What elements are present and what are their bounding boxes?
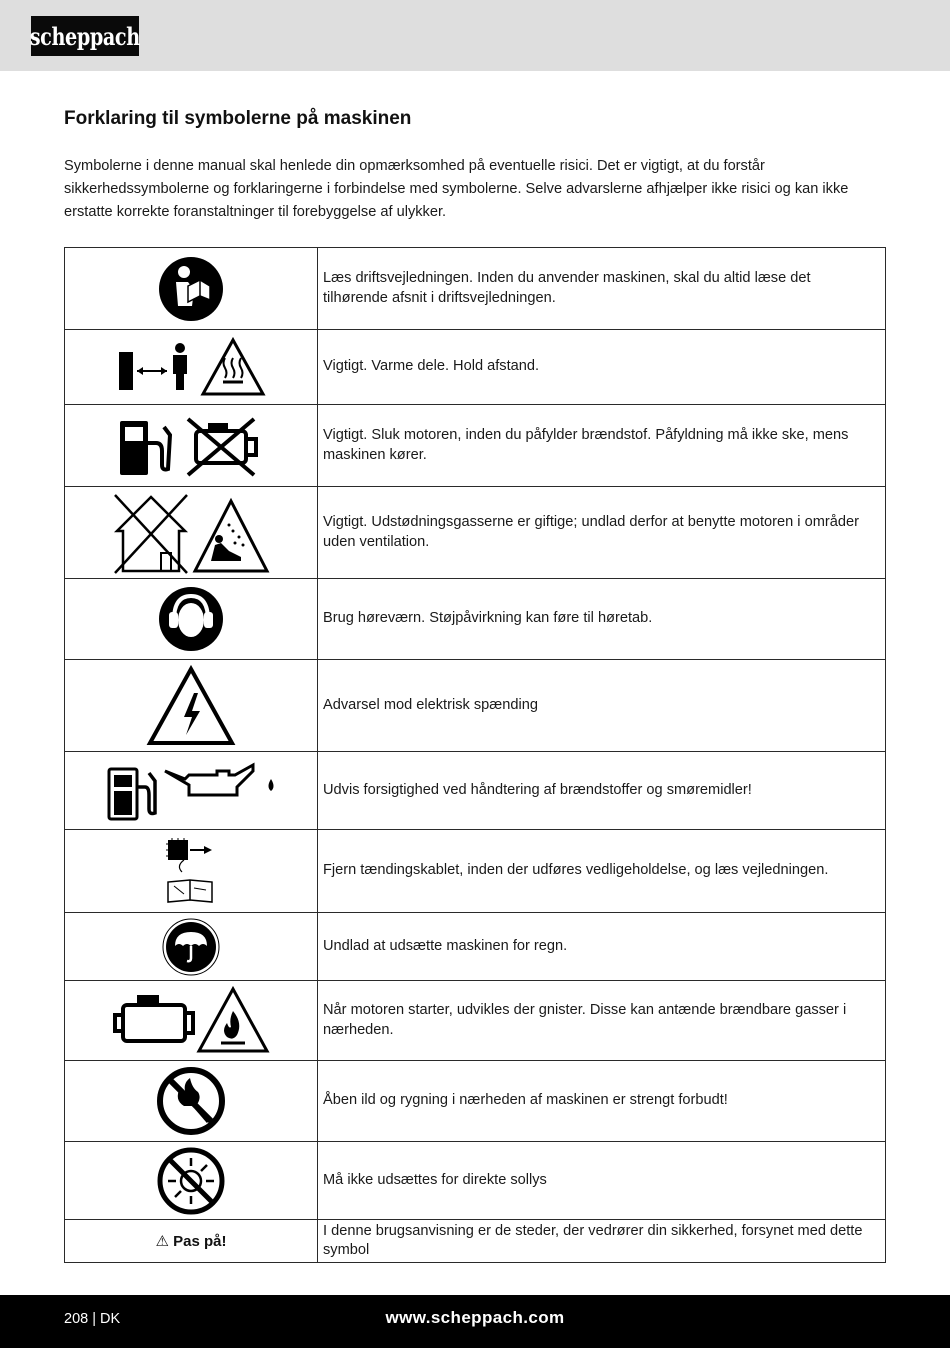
symbol-cell (65, 981, 318, 1061)
toxic-exhaust-icon (111, 491, 271, 575)
spark-plug-manual-icon (164, 836, 218, 906)
symbol-description: Brug høreværn. Støjpåvirkning kan føre til høretab. (318, 579, 886, 660)
no-sunlight-icon (156, 1146, 226, 1216)
scheppach-logo (31, 16, 139, 56)
symbol-description: Advarsel mod elektrisk spænding (318, 660, 886, 752)
intro-paragraph: Symbolerne i denne manual skal henlede din opmærksomhed på eventuelle risici. Det er vigtigt, at du forstår sikkerhedssymbolerne og forklaringerne i forbindelse med symbolerne. Selve advarslerne afhjælper ikke risici og kan ikke erstatte korrekte foranstaltninger til forebyggelse af ulykker. (64, 158, 849, 220)
symbol-cell (65, 660, 318, 752)
symbol-description: Vigtigt. Varme dele. Hold afstand. (318, 330, 886, 405)
symbol-cell (65, 579, 318, 660)
symbol-description: Udvis forsigtighed ved håndtering af brændstoffer og smøremidler! (318, 752, 886, 830)
symbol-description: I denne brugsanvisning er de steder, der vedrører din sikkerhed, forsynet med dette symbol (318, 1220, 886, 1263)
no-open-flame-icon (156, 1066, 226, 1136)
engine-fire-icon (111, 985, 271, 1057)
table-row (65, 579, 886, 660)
table-row (65, 1142, 886, 1220)
symbol-cell (65, 1061, 318, 1142)
table-row (65, 913, 886, 981)
hot-surface-distance-icon (115, 336, 267, 398)
symbol-cell (65, 248, 318, 330)
symbol-cell (65, 1220, 318, 1263)
table-row (65, 330, 886, 405)
table-row (65, 660, 886, 752)
symbol-cell (65, 330, 318, 405)
table-row (65, 830, 886, 913)
symbol-cell (65, 752, 318, 830)
symbol-description: Undlad at udsætte maskinen for regn. (318, 913, 886, 981)
table-row (65, 1061, 886, 1142)
website-link[interactable]: www.scheppach.com (385, 1308, 565, 1327)
hearing-protection-icon (158, 586, 224, 652)
warning-label: ⚠ Pas på! (155, 1232, 227, 1250)
table-row (65, 981, 886, 1061)
symbol-description: Fjern tændingskablet, inden der udføres vedligeholdelse, og læs vejledningen. (318, 830, 886, 913)
symbol-cell (65, 830, 318, 913)
symbol-description: Vigtigt. Udstødningsgasserne er giftige; undlad derfor at benytte motoren i områder uden ventilation. (318, 487, 886, 579)
symbol-cell (65, 1142, 318, 1220)
symbol-cell (65, 913, 318, 981)
table-row (65, 752, 886, 830)
table-row (65, 487, 886, 579)
symbol-description: Når motoren starter, udvikles der gnister. Disse kan antænde brændbare gasser i nærheden. (318, 981, 886, 1061)
symbol-cell (65, 487, 318, 579)
page-number: 208 | DK (64, 1311, 121, 1327)
logo-text: scheppach (29, 21, 141, 51)
no-refuel-engine-running-icon (116, 413, 266, 479)
section-title: Forklaring til symbolerne på maskinen (64, 108, 412, 129)
symbol-description: Må ikke udsættes for direkte sollys (318, 1142, 886, 1220)
page-footer (0, 1295, 950, 1348)
symbol-cell (65, 405, 318, 487)
table-row (65, 405, 886, 487)
symbol-description: Åben ild og rygning i nærheden af maskinen er strengt forbudt! (318, 1061, 886, 1142)
symbol-table (64, 247, 886, 1263)
table-row (65, 248, 886, 330)
fuel-oil-icon (105, 759, 277, 823)
page-header (0, 0, 950, 71)
symbol-description: Vigtigt. Sluk motoren, inden du påfylder brændstof. Påfyldning må ikke ske, mens maskinen kører. (318, 405, 886, 487)
electric-voltage-icon (146, 665, 236, 747)
table-row (65, 1220, 886, 1263)
symbol-description: Læs driftsvejledningen. Inden du anvender maskinen, skal du altid læse det tilhørende afsnit i driftsvejledningen. (318, 248, 886, 330)
read-manual-icon (158, 256, 224, 322)
rain-protection-icon (162, 918, 220, 976)
